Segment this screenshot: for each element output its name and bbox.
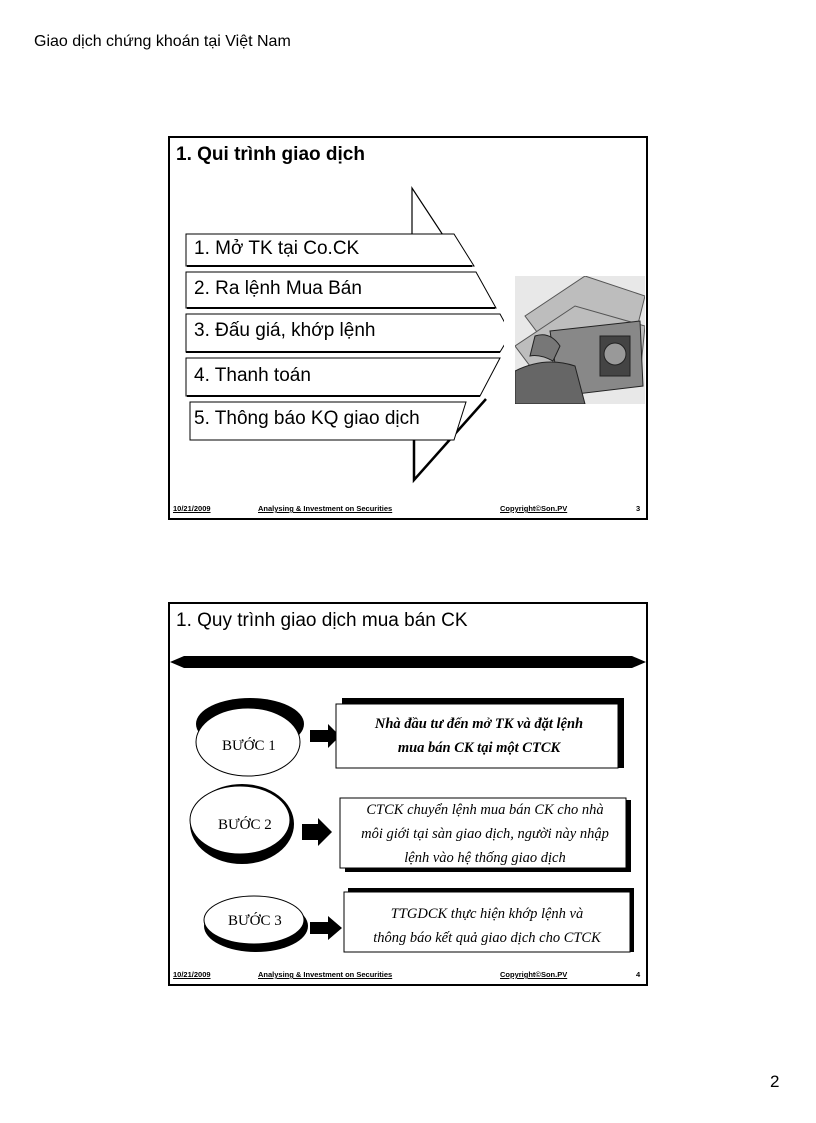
footer-slide-number: 3: [636, 504, 641, 513]
footer-copyright: Copyright©Son.PV: [500, 970, 568, 979]
slide-2: [168, 602, 648, 986]
footer-slide-number: 4: [636, 970, 641, 979]
step-2-badge: BƯỚC 2: [218, 817, 272, 833]
title-banner: [170, 654, 646, 670]
slide-title: 1. Quy trình giao dịch mua bán CK: [176, 610, 468, 631]
step-3-line-1: TTGDCK thực hiện khớp lệnh và: [390, 906, 584, 922]
step-1-label: 1. Mở TK tại Co.CK: [194, 238, 360, 259]
slide-1: [168, 136, 648, 520]
step-2-label: 2. Ra lệnh Mua Bán: [194, 278, 362, 299]
step-3-description: [342, 902, 632, 950]
page-number: 2: [770, 1072, 780, 1091]
slide-footer: [170, 970, 646, 982]
slide-footer: [170, 504, 646, 516]
step-2-description: [340, 798, 630, 870]
footer-copyright: Copyright©Son.PV: [500, 504, 568, 513]
step-3-badge: BƯỚC 3: [228, 913, 282, 929]
step-2-line-2: môi giới tại sàn giao dịch, người này nhập: [361, 826, 609, 842]
slide-title: 1. Qui trình giao dịch: [176, 144, 365, 165]
step-5-label: 5. Thông báo KQ giao dịch: [194, 408, 420, 429]
money-image: [515, 276, 645, 404]
step-3-label: 3. Đấu giá, khớp lệnh: [194, 320, 376, 341]
step-2-line-1: CTCK chuyển lệnh mua bán CK cho nhà: [366, 802, 604, 818]
footer-date: 10/21/2009: [173, 504, 211, 513]
footer-date: 10/21/2009: [173, 970, 211, 979]
footer-course: Analysing & Investment on Securities: [258, 970, 393, 979]
footer-course: Analysing & Investment on Securities: [258, 504, 393, 513]
step-1-line-2: mua bán CK tại một CTCK: [397, 740, 561, 756]
step-4-label: 4. Thanh toán: [194, 365, 311, 386]
step-3-line-2: thông báo kết quả giao dịch cho CTCK: [373, 930, 601, 946]
step-1-line-1: Nhà đầu tư đến mở TK và đặt lệnh: [374, 716, 584, 732]
step-1-badge: BƯỚC 1: [222, 738, 276, 754]
step-2-line-3: lệnh vào hệ thống giao dịch: [404, 850, 566, 866]
page-header: Giao dịch chứng khoán tại Việt Nam: [34, 33, 291, 50]
step-1-description: [338, 712, 620, 760]
